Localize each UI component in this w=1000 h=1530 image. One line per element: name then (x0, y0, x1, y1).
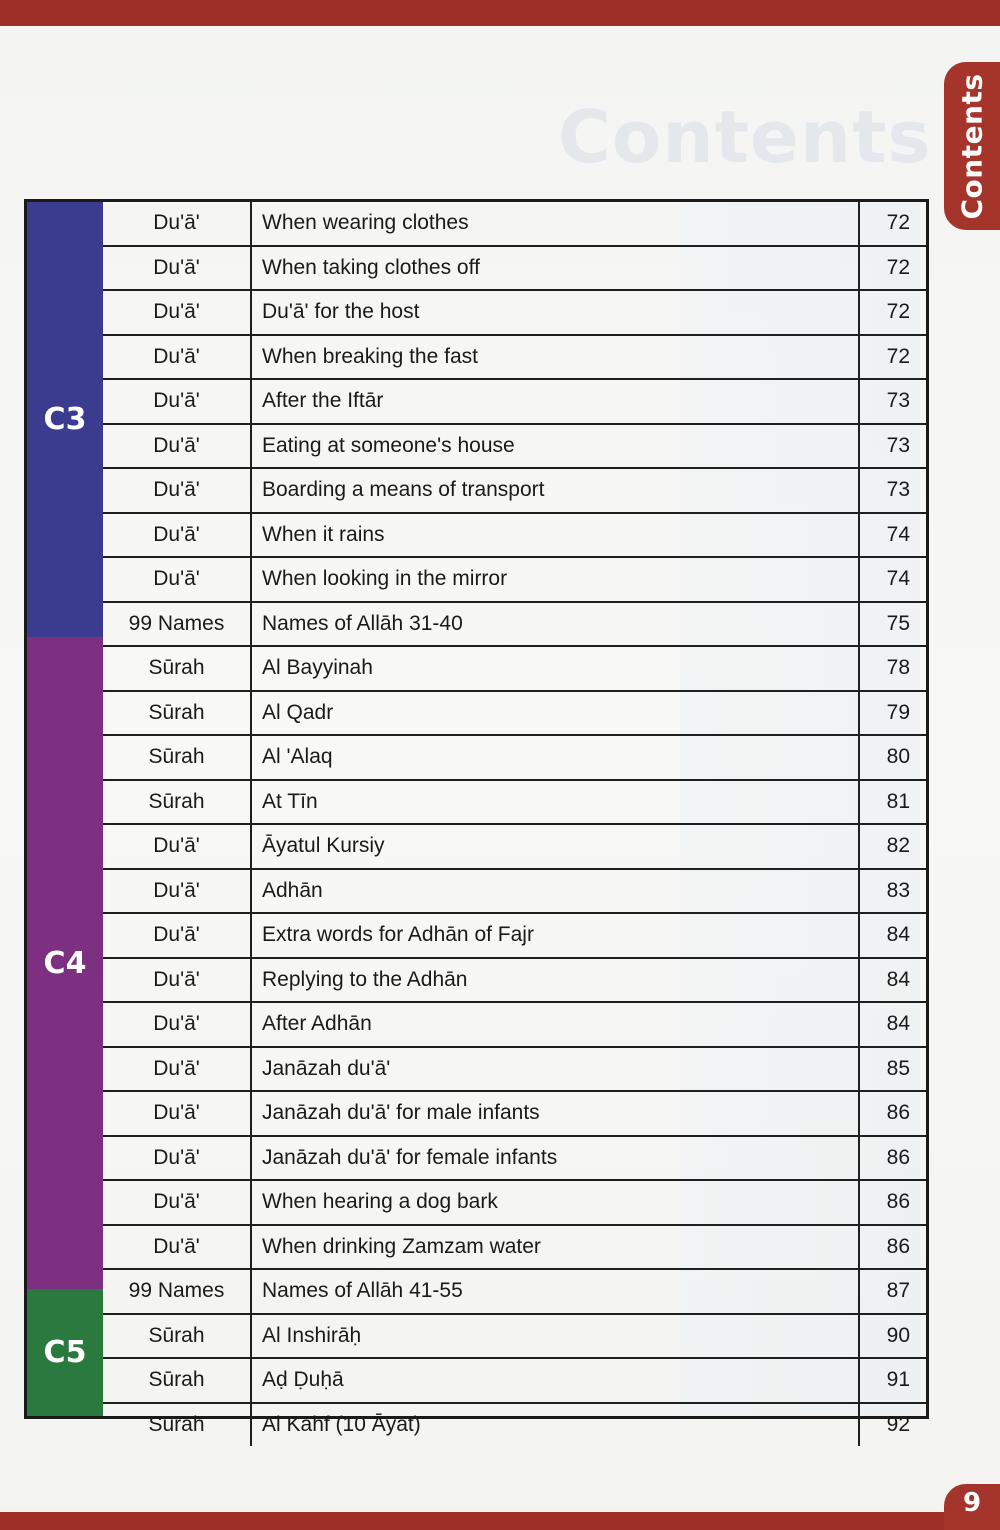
entry-page-number: 73 (886, 478, 910, 502)
table-row (103, 1270, 926, 1315)
entry-type: Du'ā' (103, 1137, 252, 1180)
entry-title: When hearing a dog bark (252, 1181, 860, 1224)
table-row (103, 603, 926, 648)
entry-page-number: 84 (886, 967, 910, 991)
table-row (103, 247, 926, 292)
entry-title: When looking in the mirror (252, 558, 860, 601)
entry-type: Du'ā' (103, 1181, 252, 1224)
entry-title: Replying to the Adhān (252, 959, 860, 1002)
table-row (103, 336, 926, 381)
entry-type: Du'ā' (103, 425, 252, 468)
entry-page-number: 92 (886, 1412, 910, 1436)
table-row (103, 1226, 926, 1271)
entry-page-number: 79 (886, 700, 910, 724)
entry-type: Sūrah (103, 781, 252, 824)
entry-title: Al Inshirāḥ (252, 1315, 860, 1358)
entry-page-number: 72 (886, 300, 910, 324)
table-row (103, 781, 926, 826)
entry-page-number: 78 (886, 656, 910, 680)
section-c5-block (27, 1289, 103, 1416)
entry-title: Names of Allāh 31-40 (252, 603, 860, 646)
contents-rows (103, 202, 926, 1446)
table-row (103, 870, 926, 915)
entry-title: When drinking Zamzam water (252, 1226, 860, 1269)
entry-page-number: 86 (886, 1234, 910, 1258)
entry-title: When it rains (252, 514, 860, 557)
entry-title: When taking clothes off (252, 247, 860, 290)
table-row (103, 1003, 926, 1048)
entry-page-number: 87 (886, 1279, 910, 1303)
entry-page-number: 90 (886, 1323, 910, 1347)
entry-page-number: 83 (886, 878, 910, 902)
entry-page-number: 81 (886, 789, 910, 813)
entry-page-number: 84 (886, 923, 910, 947)
entry-page-number: 75 (886, 611, 910, 635)
entry-page-number: 82 (886, 834, 910, 858)
entry-type: Du'ā' (103, 469, 252, 512)
table-row (103, 1181, 926, 1226)
entry-page-number: 73 (886, 433, 910, 457)
entry-page-number: 86 (886, 1190, 910, 1214)
table-row (103, 1315, 926, 1360)
table-row (103, 692, 926, 737)
entry-page-number: 86 (886, 1101, 910, 1125)
entry-title: Al Bayyinah (252, 647, 860, 690)
entry-page-number: 80 (886, 745, 910, 769)
section-c4-block (27, 637, 103, 1289)
table-row (103, 1092, 926, 1137)
table-row (103, 647, 926, 692)
entry-type: Sūrah (103, 736, 252, 779)
table-row (103, 1137, 926, 1182)
entry-type: Sūrah (103, 647, 252, 690)
entry-title: Eating at someone's house (252, 425, 860, 468)
table-row (103, 380, 926, 425)
entry-type: Du'ā' (103, 870, 252, 913)
entry-type: 99 Names (103, 1270, 252, 1313)
entry-title: When wearing clothes (252, 202, 860, 245)
entry-page-number: 74 (886, 567, 910, 591)
side-tab-label: Contents (955, 72, 989, 220)
table-row (103, 425, 926, 470)
entry-type: Du'ā' (103, 1092, 252, 1135)
table-row (103, 202, 926, 247)
table-row (103, 1359, 926, 1404)
page-number-tab (944, 1484, 1000, 1530)
entry-page-number: 72 (886, 344, 910, 368)
section-label-c4: C4 (43, 945, 87, 981)
entry-type: Du'ā' (103, 247, 252, 290)
entry-type: Du'ā' (103, 1048, 252, 1091)
table-row (103, 914, 926, 959)
entry-type: Du'ā' (103, 336, 252, 379)
entry-title: Āyatul Kursiy (252, 825, 860, 868)
table-row (103, 1404, 926, 1447)
entry-page-number: 84 (886, 1012, 910, 1036)
entry-page-number: 91 (886, 1368, 910, 1392)
entry-title: Janāzah du'ā' (252, 1048, 860, 1091)
section-c3-block (27, 202, 103, 637)
entry-title: After Adhān (252, 1003, 860, 1046)
contents-table (24, 199, 929, 1436)
section-label-c5: C5 (43, 1335, 87, 1370)
entry-title: At Tīn (252, 781, 860, 824)
entry-type: Du'ā' (103, 291, 252, 334)
entry-title: Al 'Alaq (252, 736, 860, 779)
entry-title: Aḍ Ḍuḥā (252, 1359, 860, 1402)
show-through-title: Contents (558, 95, 932, 179)
entry-title: Adhān (252, 870, 860, 913)
entry-type: Du'ā' (103, 380, 252, 423)
entry-title: Al Qadr (252, 692, 860, 735)
entry-page-number: 72 (886, 255, 910, 279)
top-border-band (0, 0, 1000, 26)
entry-title: Al Kahf (10 Āyāt) (252, 1404, 860, 1447)
entry-title: Boarding a means of transport (252, 469, 860, 512)
entry-type: Du'ā' (103, 959, 252, 1002)
entry-page-number: 72 (886, 211, 910, 235)
entry-type: Du'ā' (103, 1003, 252, 1046)
entry-page-number: 74 (886, 522, 910, 546)
entry-title: After the Iftār (252, 380, 860, 423)
entry-type: Du'ā' (103, 558, 252, 601)
entry-title: Janāzah du'ā' for male infants (252, 1092, 860, 1135)
entry-type: Sūrah (103, 1404, 252, 1447)
table-row (103, 959, 926, 1004)
page-number: 9 (962, 1488, 982, 1518)
entry-page-number: 85 (886, 1056, 910, 1080)
table-row (103, 291, 926, 336)
table-row (103, 825, 926, 870)
entry-type: Du'ā' (103, 825, 252, 868)
entry-title: Extra words for Adhān of Fajr (252, 914, 860, 957)
entry-type: Du'ā' (103, 514, 252, 557)
entry-type: 99 Names (103, 603, 252, 646)
table-row (103, 558, 926, 603)
table-row (103, 736, 926, 781)
section-label-c3: C3 (43, 402, 87, 437)
entry-title: Names of Allāh 41-55 (252, 1270, 860, 1313)
entry-type: Sūrah (103, 692, 252, 735)
entry-title: Du'ā' for the host (252, 291, 860, 334)
entry-page-number: 86 (886, 1145, 910, 1169)
entry-type: Du'ā' (103, 202, 252, 245)
entry-title: When breaking the fast (252, 336, 860, 379)
contents-side-tab (944, 62, 1000, 230)
bottom-border-band (0, 1512, 1000, 1530)
entry-type: Du'ā' (103, 1226, 252, 1269)
entry-type: Du'ā' (103, 914, 252, 957)
table-row (103, 1048, 926, 1093)
entry-title: Janāzah du'ā' for female infants (252, 1137, 860, 1180)
table-row (103, 469, 926, 514)
entry-type: Sūrah (103, 1359, 252, 1402)
table-row (103, 514, 926, 559)
entry-page-number: 73 (886, 389, 910, 413)
entry-type: Sūrah (103, 1315, 252, 1358)
